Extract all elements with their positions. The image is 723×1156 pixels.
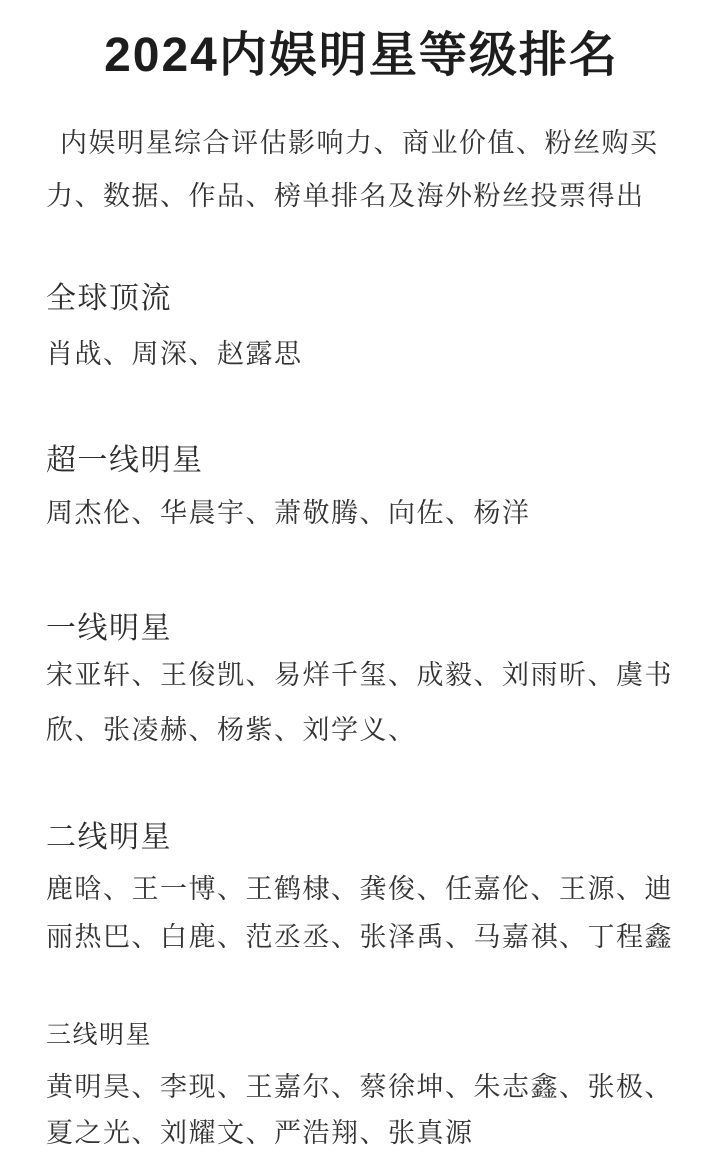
tier-members-a-list: 宋亚轩、王俊凯、易烊千玺、成毅、刘雨昕、虞书欣、张凌赫、杨紫、刘学义、 [46,660,673,745]
tier-section-a-list [46,611,677,758]
tier-name-global-top: 全球顶流 [46,282,172,315]
tier-section-global-top [46,281,677,380]
tier-name-super-a-list: 超一线明星 [46,444,204,477]
tier-members-b-list: 鹿晗、王一博、王鹤棣、龚俊、任嘉伦、王源、迪丽热巴、白鹿、范丞丞、张泽禹、马嘉祺、丁程鑫 [46,874,673,952]
tier-name-a-list: 一线明星 [46,612,172,645]
tier-section-b-list [46,820,677,961]
tier-section-c-list [46,1020,677,1156]
tier-section-super-a-list [46,443,677,539]
tier-members-super-a-list: 周杰伦、华晨宇、萧敬腾、向佐、杨洋 [46,498,531,528]
page-title: 2024内娱明星等级排名 [104,29,619,82]
tier-members-global-top: 肖战、周深、赵露思 [46,339,303,369]
tier-members-c-list: 黄明昊、李现、王嘉尔、蔡徐坤、朱志鑫、张极、夏之光、刘耀文、严浩翔、张真源 [46,1072,673,1148]
tier-name-b-list: 二线明星 [46,821,172,854]
ranking-description: 内娱明星综合评估影响力、商业价值、粉丝购买力、数据、作品、榜单排名及海外粉丝投票得出 [46,128,659,211]
tier-name-c-list: 三线明星 [46,1021,153,1049]
